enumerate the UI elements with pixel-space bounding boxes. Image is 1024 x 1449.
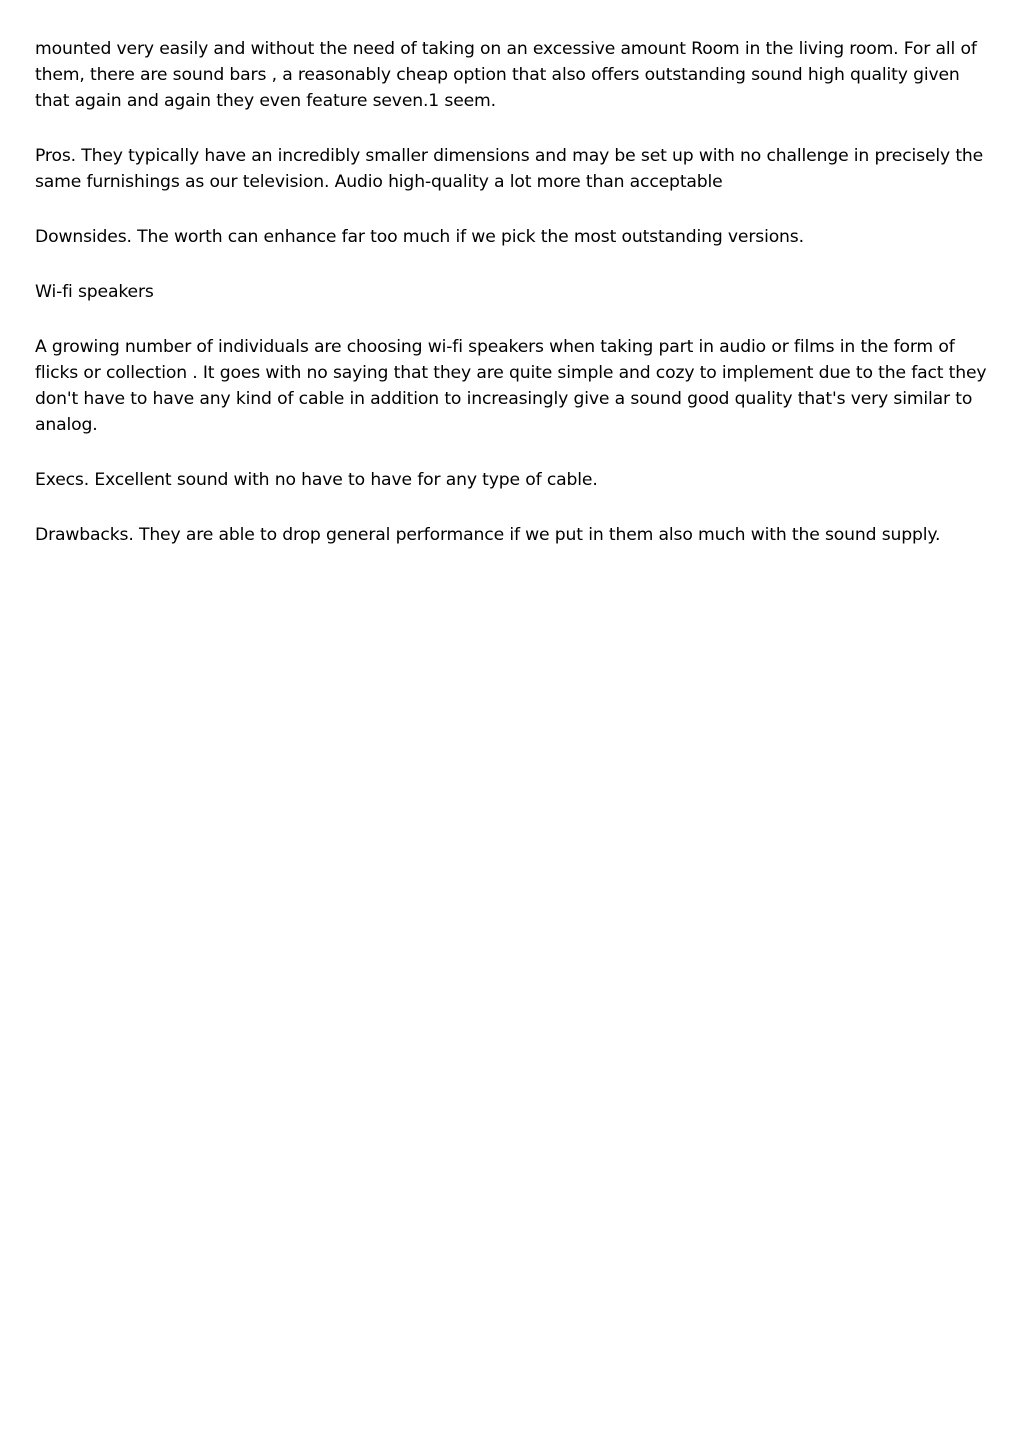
paragraph-wifi-speakers-pros: Execs. Excellent sound with no have to have for any type of cable. <box>35 470 598 490</box>
paragraph-sound-bars-downsides: Downsides. The worth can enhance far too much if we pick the most outstanding versions. <box>35 227 804 247</box>
document-page <box>35 36 990 577</box>
section-heading-wifi-speakers: Wi-fi speakers <box>35 282 154 302</box>
paragraph-sound-bars-intro: mounted very easily and without the need of taking on an excessive amount Room in the living room. For all of them, there are sound bars , a reasonably cheap option that also offers outstanding sound high quality given that again and again they even feature seven.1 seem. <box>35 39 977 111</box>
paragraph-wifi-speakers-drawbacks: Drawbacks. They are able to drop general performance if we put in them also much with the sound supply. <box>35 525 941 545</box>
paragraph-sound-bars-pros: Pros. They typically have an incredibly smaller dimensions and may be set up with no challenge in precisely the same furnishings as our television. Audio high-quality a lot more than acceptable <box>35 146 984 192</box>
paragraph-wifi-speakers-intro: A growing number of individuals are choosing wi-fi speakers when taking part in audio or films in the form of flicks or collection . It goes with no saying that they are quite simple and cozy to implement due to the fact they don't have to have any kind of cable in addition to increasingly give a sound good quality that's very similar to analog. <box>35 337 987 435</box>
